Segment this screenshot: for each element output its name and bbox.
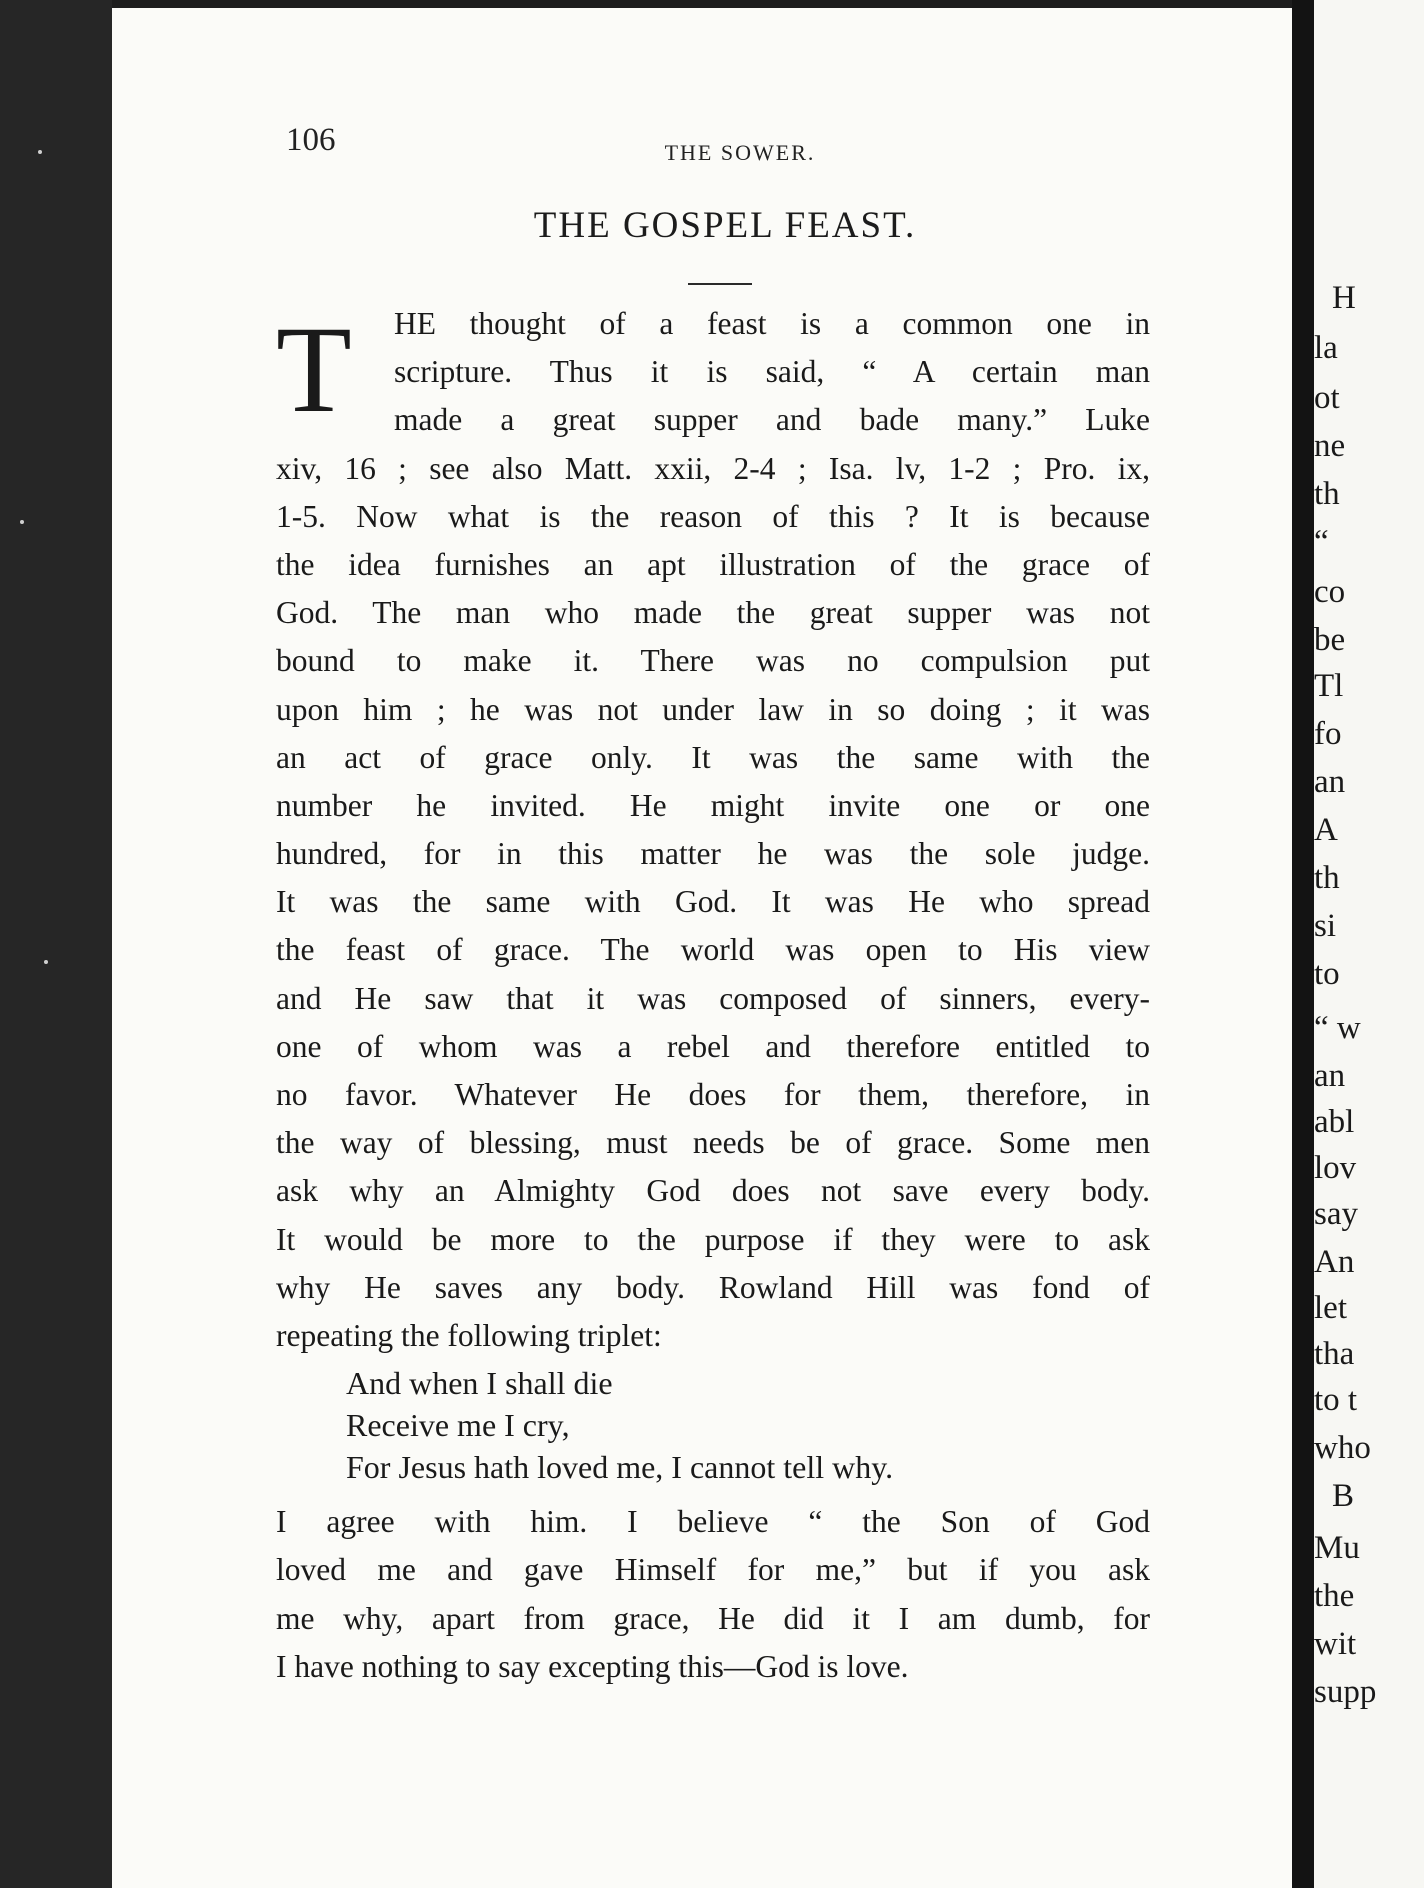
text-line: made a great supper and bade many.” Luke: [394, 402, 1150, 438]
text-line: xiv, 16 ; see also Matt. xxii, 2-4 ; Isa. lv, 1-2 ; Pro. ix,: [276, 450, 1150, 486]
text-line: why He saves any body. Rowland Hill was fond of: [276, 1269, 1150, 1305]
page-number: 106: [286, 122, 336, 158]
text-line: God. The man who made the great supper was not: [276, 595, 1150, 631]
dust-speck: [20, 520, 24, 524]
facing-page-fragment: Mu: [1314, 1530, 1360, 1566]
facing-page-fragment: la: [1314, 330, 1338, 366]
text-line: number he invited. He might invite one or one: [276, 787, 1150, 823]
text-line: and He saw that it was composed of sinners, every-: [276, 980, 1150, 1016]
verse-line: For Jesus hath loved me, I cannot tell why.: [346, 1449, 894, 1486]
text-line: It was the same with God. It was He who spread: [276, 884, 1150, 920]
text-line: It would be more to the purpose if they were to ask: [276, 1221, 1150, 1257]
running-header: THE SOWER.: [664, 140, 816, 165]
facing-page-fragment: say: [1314, 1196, 1358, 1232]
text-line: upon him ; he was not under law in so doing ; it was: [276, 691, 1150, 727]
text-line: repeating the following triplet:: [276, 1317, 662, 1353]
text-line: ask why an Almighty God does not save every body.: [276, 1173, 1150, 1209]
facing-page-fragment: B: [1332, 1478, 1355, 1514]
facing-page-fragment: an: [1314, 764, 1346, 800]
closing-paragraph: [276, 1498, 1150, 1691]
facing-page-fragment: th: [1314, 476, 1340, 512]
facing-page-fragment: th: [1314, 860, 1340, 896]
dust-speck: [44, 960, 48, 964]
facing-page-fragment: ne: [1314, 428, 1346, 464]
facing-page-fragment: fo: [1314, 716, 1342, 752]
text-line: no favor. Whatever He does for them, therefore, in: [276, 1077, 1150, 1112]
text-line: hundred, for in this matter he was the sole judge.: [276, 836, 1150, 872]
facing-page-fragment: “ w: [1314, 1010, 1361, 1046]
text-line: one of whom was a rebel and therefore entitled to: [276, 1028, 1150, 1064]
verse-line: Receive me I cry,: [346, 1407, 570, 1444]
facing-page-fragment: tha: [1314, 1336, 1355, 1372]
text-line: the way of blessing, must needs be of grace. Some men: [276, 1125, 1150, 1161]
facing-page-fragment: A: [1314, 812, 1338, 848]
article-body: [276, 300, 1150, 1691]
facing-page-fragment: be: [1314, 622, 1346, 658]
text-line: me why, apart from grace, He did it I am dumb, for: [276, 1600, 1150, 1636]
facing-page-fragment: si: [1314, 908, 1337, 944]
opening-lines: [276, 300, 1150, 445]
facing-page-fragment: wit: [1314, 1626, 1357, 1662]
facing-page-fragment: ot: [1314, 380, 1340, 416]
facing-page-fragment: the: [1314, 1578, 1355, 1614]
facing-page-fragment: an: [1314, 1058, 1346, 1094]
text-line: the feast of grace. The world was open to His view: [276, 932, 1150, 968]
facing-page: [1314, 0, 1424, 1888]
facing-page-fragment: abl: [1314, 1104, 1355, 1140]
facing-page-fragment: “: [1314, 524, 1329, 560]
book-gutter: [1292, 0, 1314, 1888]
text-line: I agree with him. I believe “ the Son of God: [276, 1504, 1150, 1540]
verse-triplet: [276, 1362, 1150, 1488]
facing-page-fragment: to: [1314, 956, 1340, 992]
facing-page-fragment: supp: [1314, 1674, 1377, 1710]
facing-page-fragment: let: [1314, 1290, 1347, 1326]
text-line: scripture. Thus it is said, “ A certain man: [394, 354, 1150, 390]
text-line: HE thought of a feast is a common one in: [394, 306, 1150, 341]
facing-page-fragment: who: [1314, 1430, 1371, 1466]
text-line: an act of grace only. It was the same with the: [276, 739, 1150, 775]
article-title: THE GOSPEL FEAST.: [533, 205, 917, 246]
facing-page-fragment: co: [1314, 574, 1346, 610]
scan-left-border: [0, 0, 112, 1888]
body-text: [276, 445, 1150, 1361]
text-line: 1-5. Now what is the reason of this ? It is because: [276, 498, 1150, 534]
text-line: I have nothing to say excepting this—God is love.: [276, 1648, 909, 1684]
verse-line: And when I shall die: [346, 1365, 613, 1402]
dust-speck: [38, 150, 42, 154]
title-rule: [688, 283, 752, 285]
drop-cap: T: [276, 301, 352, 438]
facing-page-fragment: lov: [1314, 1150, 1357, 1186]
facing-page-fragment: An: [1314, 1244, 1355, 1280]
facing-page-fragment: Tl: [1314, 668, 1344, 704]
text-line: loved me and gave Himself for me,” but if you ask: [276, 1552, 1150, 1588]
text-line: bound to make it. There was no compulsion put: [276, 643, 1150, 679]
facing-page-fragment: H: [1332, 280, 1356, 316]
text-line: the idea furnishes an apt illustration of the grace of: [276, 546, 1150, 582]
facing-page-fragment: to t: [1314, 1382, 1358, 1418]
